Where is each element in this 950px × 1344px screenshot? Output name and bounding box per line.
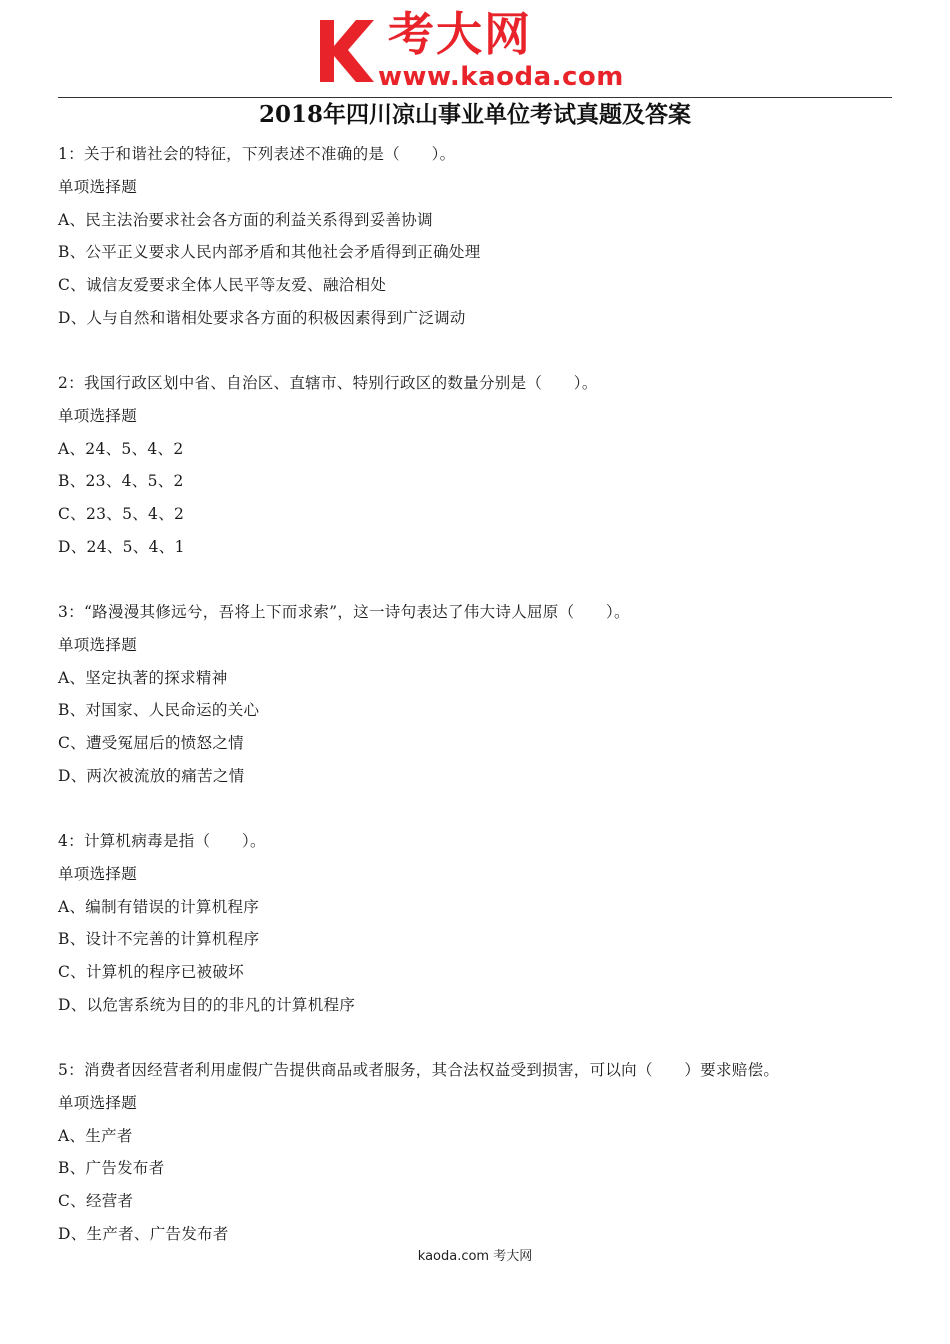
question-type: 单项选择题 [58, 406, 138, 425]
option-c: C、23、5、4、2 [58, 505, 185, 524]
logo-chinese-name: 考大网 [388, 7, 532, 61]
option-c: C、遭受冤屈后的愤怒之情 [58, 734, 244, 753]
option-a: A、编制有错误的计算机程序 [58, 897, 260, 916]
k-logo-icon [318, 16, 380, 86]
option-d: D、两次被流放的痛苦之情 [58, 766, 245, 785]
question-type: 单项选择题 [58, 864, 138, 883]
question-3 [58, 596, 898, 825]
option-a: A、24、5、4、2 [58, 439, 184, 458]
question-1 [58, 138, 898, 367]
option-d: D、人与自然和谐相处要求各方面的积极因素得到广泛调动 [58, 308, 466, 327]
question-type: 单项选择题 [58, 1093, 138, 1112]
option-c: C、计算机的程序已被破坏 [58, 963, 244, 982]
option-b: B、公平正义要求人民内部矛盾和其他社会矛盾得到正确处理 [58, 243, 481, 262]
question-stem: 4：计算机病毒是指（ ）。 [58, 832, 266, 850]
option-d: D、以危害系统为目的的非凡的计算机程序 [58, 995, 356, 1014]
question-stem: 2：我国行政区划中省、自治区、直辖市、特别行政区的数量分别是（ ）。 [58, 374, 598, 392]
option-a: A、民主法治要求社会各方面的利益关系得到妥善协调 [58, 210, 433, 229]
option-c: C、经营者 [58, 1192, 134, 1211]
option-d: D、24、5、4、1 [58, 537, 185, 556]
option-b: B、广告发布者 [58, 1159, 165, 1178]
question-type: 单项选择题 [58, 635, 138, 654]
option-c: C、诚信友爱要求全体人民平等友爱、融洽相处 [58, 276, 387, 295]
logo-url: www.kaoda.com [378, 62, 624, 92]
page-title: 2018年四川凉山事业单位考试真题及答案 [258, 101, 691, 128]
question-2 [58, 367, 898, 596]
question-type: 单项选择题 [58, 177, 138, 196]
option-b: B、对国家、人民命运的关心 [58, 701, 260, 720]
option-d: D、生产者、广告发布者 [58, 1224, 229, 1243]
option-a: A、生产者 [58, 1126, 133, 1145]
question-4 [58, 825, 898, 1054]
header-divider [58, 97, 892, 98]
page-footer: kaoda.com 考大网 [417, 1249, 533, 1264]
question-list [58, 138, 898, 1283]
option-b: B、23、4、5、2 [58, 472, 184, 491]
option-b: B、设计不完善的计算机程序 [58, 930, 260, 949]
question-stem: 5：消费者因经营者利用虚假广告提供商品或者服务，其合法权益受到损害，可以向（ ）要求赔偿。 [58, 1061, 780, 1079]
question-stem: 3：“路漫漫其修远兮，吾将上下而求索”，这一诗句表达了伟大诗人屈原（ ）。 [58, 603, 630, 621]
question-stem: 1：关于和谐社会的特征，下列表述不准确的是（ ）。 [58, 145, 456, 163]
option-a: A、坚定执著的探求精神 [58, 668, 228, 687]
site-logo [318, 6, 648, 90]
